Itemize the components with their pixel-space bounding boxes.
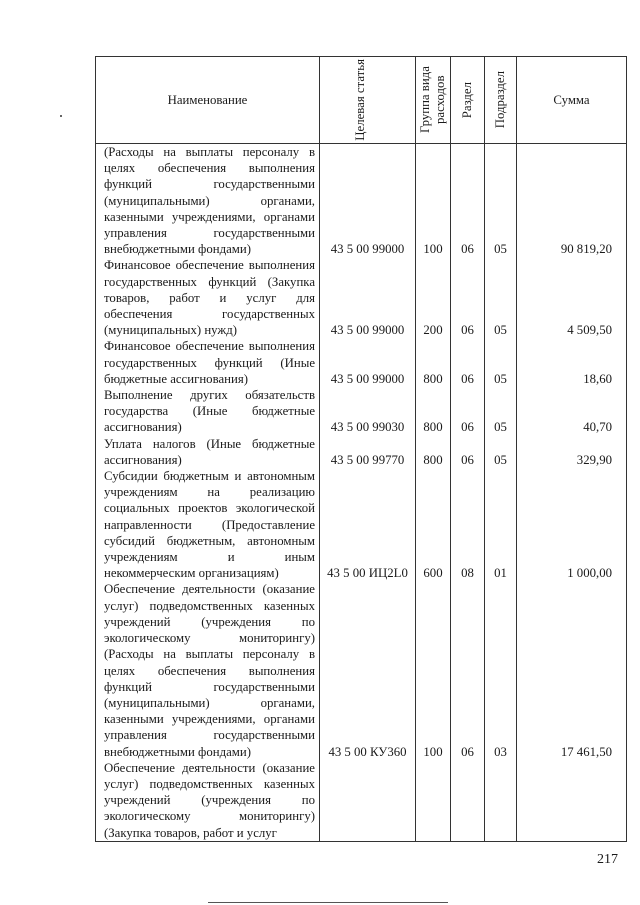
table-row [96, 436, 627, 468]
row-section: 06 [451, 257, 485, 338]
row-group: 100 [416, 144, 451, 258]
row-section [451, 760, 485, 842]
page-number: 217 [597, 852, 618, 867]
row-group [416, 760, 451, 842]
header-section: Раздел [451, 57, 485, 144]
table-row [96, 338, 627, 387]
row-sum: 90 819,20 [517, 144, 627, 258]
row-subsection: 05 [485, 257, 517, 338]
row-group: 200 [416, 257, 451, 338]
row-group: 800 [416, 436, 451, 468]
header-name: Наименование [96, 57, 320, 144]
row-sum: 4 509,50 [517, 257, 627, 338]
row-target: 43 5 00 99000 [320, 338, 416, 387]
row-subsection: 05 [485, 387, 517, 436]
table-row [96, 387, 627, 436]
row-subsection: 03 [485, 581, 517, 759]
header-target: Целевая статья [320, 57, 416, 144]
row-group: 100 [416, 581, 451, 759]
row-group: 800 [416, 387, 451, 436]
row-subsection: 01 [485, 468, 517, 581]
row-section: 06 [451, 387, 485, 436]
table-row [96, 468, 627, 581]
row-sum: 1 000,00 [517, 468, 627, 581]
table-row [96, 760, 627, 842]
row-section: 06 [451, 436, 485, 468]
table-header-row [96, 57, 627, 144]
header-subsection: Подраздел [485, 57, 517, 144]
row-name: Субсидии бюджетным и автономным учреждениям на реализацию социальных проектов экологической направленности (Предоставление субсидий бюджетным, автономным учреждениям и иным некоммерческим организациям) [96, 468, 320, 581]
row-sum [517, 760, 627, 842]
row-subsection [485, 760, 517, 842]
row-target: 43 5 00 99770 [320, 436, 416, 468]
header-sum: Сумма [517, 57, 627, 144]
budget-table [95, 56, 627, 842]
row-sum: 18,60 [517, 338, 627, 387]
row-target: 43 5 00 99000 [320, 144, 416, 258]
row-target: 43 5 00 КУ360 [320, 581, 416, 759]
row-name: Выполнение других обязательств государства (Иные бюджетные ассигнования) [96, 387, 320, 436]
row-name: (Расходы на выплаты персоналу в целях обеспечения выполнения функций государственными (муниципальными) органами, казенными учреждениями, органами управления государственными внебюджетными фондами) [96, 144, 320, 258]
row-group: 800 [416, 338, 451, 387]
row-target [320, 760, 416, 842]
row-target: 43 5 00 99000 [320, 257, 416, 338]
footer-divider [208, 902, 448, 903]
row-target: 43 5 00 ИЦ2L0 [320, 468, 416, 581]
row-subsection: 05 [485, 144, 517, 258]
row-section: 06 [451, 581, 485, 759]
table-row [96, 581, 627, 759]
row-name: Финансовое обеспечение выполнения государственных функций (Иные бюджетные ассигнования) [96, 338, 320, 387]
header-group: Группа вида расходов [416, 57, 451, 144]
table-row [96, 257, 627, 338]
row-sum: 40,70 [517, 387, 627, 436]
row-sum: 17 461,50 [517, 581, 627, 759]
table-row [96, 144, 627, 258]
row-subsection: 05 [485, 338, 517, 387]
row-sum: 329,90 [517, 436, 627, 468]
row-section: 06 [451, 338, 485, 387]
row-section: 06 [451, 144, 485, 258]
row-section: 08 [451, 468, 485, 581]
row-name: Финансовое обеспечение выполнения государственных функций (Закупка товаров, работ и услуг для обеспечения государственных (муниципальных) нужд) [96, 257, 320, 338]
row-name: Уплата налогов (Иные бюджетные ассигнования) [96, 436, 320, 468]
row-group: 600 [416, 468, 451, 581]
row-name: Обеспечение деятельности (оказание услуг) подведомственных казенных учреждений (учреждения по экологическому мониторингу) (Закупка товаров, работ и услуг [96, 760, 320, 842]
row-name: Обеспечение деятельности (оказание услуг) подведомственных казенных учреждений (учреждения по экологическому мониторингу) (Расходы на выплаты персоналу в целях обеспечения выполнения функций государственными (муниципальными) органами, казенными учреждениями, органами управления государственными внебюджетными фондами) [96, 581, 320, 759]
row-subsection: 05 [485, 436, 517, 468]
scan-mark [60, 115, 62, 117]
row-target: 43 5 00 99030 [320, 387, 416, 436]
